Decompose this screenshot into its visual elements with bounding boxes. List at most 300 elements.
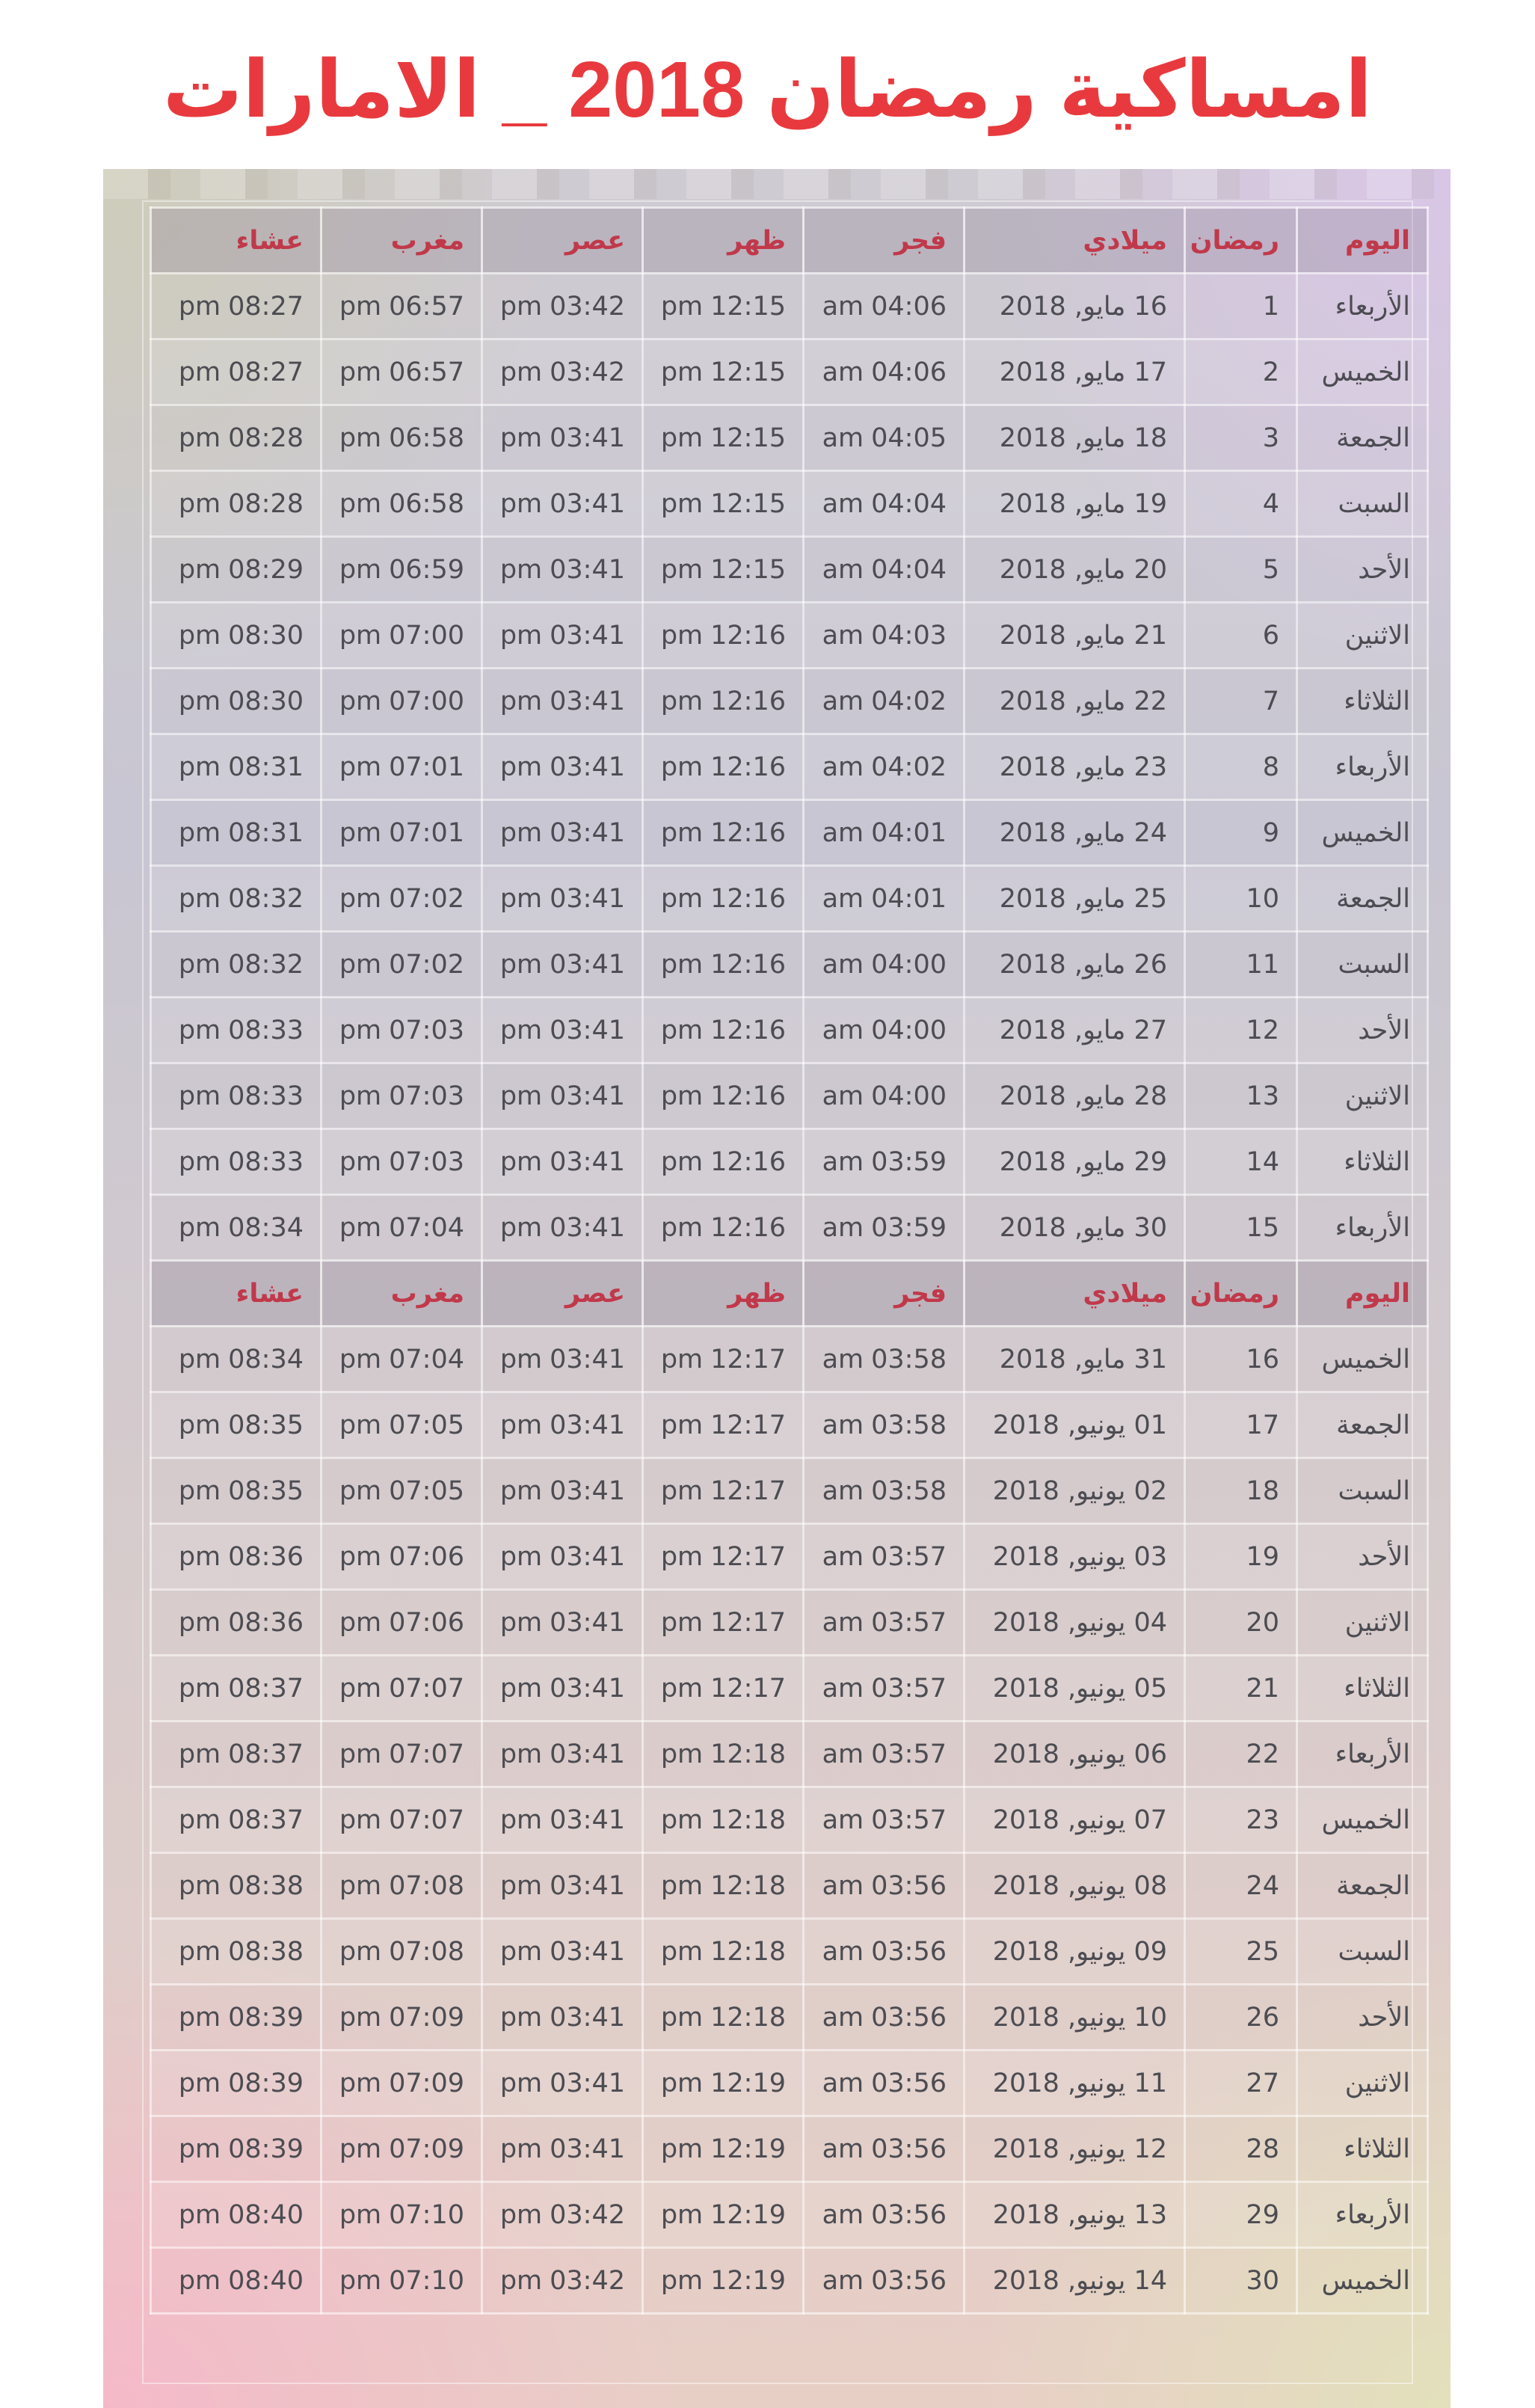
time-period: am	[822, 1015, 864, 1045]
time-period: am	[822, 817, 864, 848]
cell-asr	[482, 2116, 643, 2182]
cell-day: الأحد	[1297, 998, 1428, 1063]
column-header-ramadan: رمضان	[1185, 208, 1297, 274]
time-value	[500, 1937, 625, 1967]
time-digits: 12:18	[710, 1805, 786, 1835]
cell-dhuhr	[643, 1524, 804, 1590]
cell-day: الخميس	[1297, 800, 1428, 866]
table-row	[151, 2051, 1428, 2116]
header-row	[151, 208, 1428, 274]
cell-ramadan: 29	[1185, 2182, 1297, 2248]
time-digits: 04:01	[871, 883, 947, 914]
time-digits: 03:57	[871, 1805, 947, 1835]
cell-fajr	[804, 866, 965, 932]
time-period: pm	[499, 554, 543, 585]
column-header-day: اليوم	[1297, 208, 1428, 274]
cell-maghrib	[322, 1853, 482, 1919]
time-value	[822, 1871, 947, 1901]
cell-asr	[482, 1853, 643, 1919]
time-period: pm	[339, 686, 382, 716]
time-digits: 12:19	[710, 2199, 786, 2230]
cell-gregorian: 04 يونيو, 2018	[965, 1590, 1185, 1656]
table-row	[151, 1129, 1428, 1195]
time-value	[661, 1739, 786, 1769]
time-period: pm	[499, 1146, 543, 1177]
time-period: pm	[178, 2002, 221, 2033]
cell-asr	[482, 866, 643, 932]
table-row	[151, 1919, 1428, 1985]
time-period: pm	[660, 1146, 704, 1177]
time-period: pm	[499, 949, 543, 980]
time-period: pm	[499, 1344, 543, 1375]
time-period: pm	[660, 1344, 704, 1375]
time-digits: 08:28	[228, 423, 304, 453]
time-period: pm	[339, 1541, 382, 1572]
time-digits: 03:41	[550, 2068, 625, 2098]
cell-isha	[151, 537, 322, 603]
time-period: pm	[660, 1015, 704, 1045]
cell-dhuhr	[643, 2116, 804, 2182]
time-period: pm	[178, 2265, 221, 2296]
time-digits: 07:10	[389, 2265, 464, 2296]
time-digits: 08:37	[228, 1673, 304, 1704]
time-value	[500, 1147, 625, 1177]
time-period: pm	[499, 1936, 543, 1967]
time-value	[339, 1739, 464, 1769]
time-value	[179, 621, 304, 651]
time-value	[822, 1476, 947, 1506]
time-period: pm	[178, 1410, 221, 1440]
time-digits: 04:04	[871, 554, 947, 585]
time-value	[179, 950, 304, 980]
time-value	[179, 1213, 304, 1243]
table-row	[151, 800, 1428, 866]
table-row	[151, 405, 1428, 471]
time-digits: 03:41	[550, 686, 625, 716]
time-period: am	[822, 291, 864, 322]
time-value	[661, 1805, 786, 1835]
time-period: pm	[499, 1212, 543, 1243]
time-digits: 08:40	[228, 2265, 304, 2296]
cell-isha	[151, 1063, 322, 1129]
time-digits: 12:17	[710, 1541, 786, 1572]
time-value	[339, 1871, 464, 1901]
cell-gregorian: 23 مايو, 2018	[965, 734, 1185, 800]
cell-day: الأحد	[1297, 1524, 1428, 1590]
time-digits: 03:59	[871, 1146, 947, 1177]
time-period: pm	[178, 2134, 221, 2164]
time-value	[500, 1739, 625, 1769]
table-body	[151, 208, 1428, 2314]
time-period: pm	[660, 1212, 704, 1243]
cell-dhuhr	[643, 800, 804, 866]
cell-isha	[151, 1129, 322, 1195]
cell-maghrib	[322, 274, 482, 340]
time-value	[339, 423, 464, 453]
cell-isha	[151, 1195, 322, 1261]
time-digits: 03:41	[550, 1146, 625, 1177]
cell-maghrib	[322, 866, 482, 932]
time-value	[339, 1016, 464, 1045]
time-digits: 06:58	[389, 488, 464, 519]
column-header-asr: عصر	[482, 208, 643, 274]
time-digits: 12:16	[710, 620, 786, 651]
time-period: pm	[339, 357, 382, 387]
time-value	[822, 2134, 947, 2164]
time-digits: 08:38	[228, 1870, 304, 1901]
time-period: pm	[178, 291, 221, 322]
cell-isha	[151, 669, 322, 734]
time-value	[500, 1476, 625, 1506]
time-value	[339, 1345, 464, 1375]
time-digits: 03:57	[871, 1541, 947, 1572]
time-digits: 12:16	[710, 883, 786, 914]
cell-isha	[151, 932, 322, 998]
cell-asr	[482, 1195, 643, 1261]
time-value	[822, 1081, 947, 1111]
time-period: pm	[499, 1541, 543, 1572]
cell-fajr	[804, 1590, 965, 1656]
time-digits: 12:19	[710, 2134, 786, 2164]
time-digits: 03:59	[871, 1212, 947, 1243]
time-digits: 08:30	[228, 620, 304, 651]
time-period: pm	[499, 1673, 543, 1704]
time-value	[661, 1674, 786, 1704]
column-header-isha: عشاء	[151, 208, 322, 274]
time-digits: 07:02	[389, 883, 464, 914]
column-header-ramadan: رمضان	[1185, 1261, 1297, 1327]
cell-gregorian: 19 مايو, 2018	[965, 471, 1185, 537]
time-value	[500, 1805, 625, 1835]
time-period: am	[822, 1081, 864, 1111]
time-value	[822, 555, 947, 585]
time-value	[822, 423, 947, 453]
time-value	[822, 1410, 947, 1440]
time-digits: 03:41	[550, 883, 625, 914]
cell-isha	[151, 1853, 322, 1919]
cell-fajr	[804, 1721, 965, 1787]
cell-fajr	[804, 1458, 965, 1524]
cell-asr	[482, 340, 643, 405]
cell-day: الاثنين	[1297, 1590, 1428, 1656]
time-period: pm	[339, 488, 382, 519]
time-digits: 08:35	[228, 1475, 304, 1506]
cell-asr	[482, 1919, 643, 1985]
time-period: pm	[660, 291, 704, 322]
time-digits: 12:17	[710, 1673, 786, 1704]
time-digits: 12:15	[710, 357, 786, 387]
column-header-fajr: فجر	[804, 1261, 965, 1327]
time-period: pm	[178, 2068, 221, 2098]
time-period: pm	[499, 1739, 543, 1769]
cell-asr	[482, 405, 643, 471]
cell-gregorian: 08 يونيو, 2018	[965, 1853, 1185, 1919]
time-value	[661, 621, 786, 651]
cell-day: السبت	[1297, 932, 1428, 998]
time-period: am	[822, 423, 864, 453]
cell-day: الأربعاء	[1297, 274, 1428, 340]
cell-asr	[482, 998, 643, 1063]
time-digits: 03:41	[550, 1081, 625, 1111]
cell-maghrib	[322, 1656, 482, 1721]
cell-dhuhr	[643, 1392, 804, 1458]
time-period: pm	[660, 752, 704, 782]
time-digits: 08:34	[228, 1344, 304, 1375]
time-period: pm	[339, 2265, 382, 2296]
cell-ramadan: 5	[1185, 537, 1297, 603]
cell-gregorian: 07 يونيو, 2018	[965, 1787, 1185, 1853]
cell-ramadan: 12	[1185, 998, 1297, 1063]
time-value	[339, 1674, 464, 1704]
time-digits: 03:41	[550, 1212, 625, 1243]
cell-ramadan: 19	[1185, 1524, 1297, 1590]
time-digits: 07:07	[389, 1739, 464, 1769]
cell-dhuhr	[643, 1985, 804, 2051]
time-digits: 03:41	[550, 1541, 625, 1572]
time-value	[661, 489, 786, 519]
time-digits: 04:00	[871, 1015, 947, 1045]
cell-isha	[151, 1985, 322, 2051]
cell-day: الخميس	[1297, 1787, 1428, 1853]
time-value	[179, 752, 304, 782]
time-value	[822, 950, 947, 980]
cell-ramadan: 6	[1185, 603, 1297, 669]
table-row	[151, 866, 1428, 932]
time-period: pm	[178, 488, 221, 519]
cell-fajr	[804, 340, 965, 405]
time-value	[500, 555, 625, 585]
table-row	[151, 1063, 1428, 1129]
time-period: pm	[499, 1870, 543, 1901]
cell-asr	[482, 1063, 643, 1129]
cell-fajr	[804, 603, 965, 669]
time-value	[661, 1147, 786, 1177]
cell-day: الأربعاء	[1297, 734, 1428, 800]
time-period: am	[822, 1739, 864, 1769]
cell-isha	[151, 1787, 322, 1853]
cell-ramadan: 4	[1185, 471, 1297, 537]
time-period: am	[822, 1805, 864, 1835]
time-digits: 03:41	[550, 2134, 625, 2164]
time-value	[500, 489, 625, 519]
time-period: pm	[339, 1673, 382, 1704]
time-value	[661, 1410, 786, 1440]
cell-maghrib	[322, 1985, 482, 2051]
time-value	[339, 489, 464, 519]
cell-maghrib	[322, 2116, 482, 2182]
time-digits: 12:16	[710, 752, 786, 782]
cell-day: الخميس	[1297, 1327, 1428, 1392]
time-value	[822, 2200, 947, 2230]
time-period: pm	[339, 2068, 382, 2098]
cell-maghrib	[322, 1063, 482, 1129]
time-period: pm	[339, 1475, 382, 1506]
cell-asr	[482, 1787, 643, 1853]
cell-isha	[151, 800, 322, 866]
cell-gregorian: 10 يونيو, 2018	[965, 1985, 1185, 2051]
cell-maghrib	[322, 1129, 482, 1195]
time-value	[179, 1608, 304, 1638]
table-row	[151, 1853, 1428, 1919]
cell-isha	[151, 1392, 322, 1458]
cell-ramadan: 21	[1185, 1656, 1297, 1721]
column-header-maghrib: مغرب	[322, 1261, 482, 1327]
table-row	[151, 669, 1428, 734]
cell-ramadan: 23	[1185, 1787, 1297, 1853]
cell-dhuhr	[643, 1656, 804, 1721]
time-period: pm	[499, 1475, 543, 1506]
cell-dhuhr	[643, 405, 804, 471]
time-period: pm	[178, 883, 221, 914]
cell-gregorian: 24 مايو, 2018	[965, 800, 1185, 866]
time-value	[500, 1674, 625, 1704]
time-period: pm	[660, 620, 704, 651]
time-value	[822, 1213, 947, 1243]
cell-ramadan: 22	[1185, 1721, 1297, 1787]
time-value	[661, 1608, 786, 1638]
cell-fajr	[804, 537, 965, 603]
cell-maghrib	[322, 405, 482, 471]
cell-gregorian: 12 يونيو, 2018	[965, 2116, 1185, 2182]
time-digits: 03:41	[550, 554, 625, 585]
time-value	[661, 555, 786, 585]
cell-fajr	[804, 274, 965, 340]
time-period: pm	[499, 883, 543, 914]
time-period: pm	[660, 1673, 704, 1704]
time-period: pm	[660, 488, 704, 519]
time-digits: 03:41	[550, 1673, 625, 1704]
time-digits: 04:00	[871, 1081, 947, 1111]
time-value	[179, 1081, 304, 1111]
time-period: pm	[178, 686, 221, 716]
time-period: pm	[660, 1870, 704, 1901]
time-period: pm	[660, 2068, 704, 2098]
time-value	[500, 1213, 625, 1243]
time-period: pm	[178, 1015, 221, 1045]
cell-fajr	[804, 471, 965, 537]
cell-day: الاثنين	[1297, 603, 1428, 669]
time-period: pm	[499, 1607, 543, 1638]
cell-fajr	[804, 1392, 965, 1458]
cell-asr	[482, 1721, 643, 1787]
cell-day: الأربعاء	[1297, 2182, 1428, 2248]
time-value	[339, 818, 464, 848]
time-period: pm	[178, 1081, 221, 1111]
time-digits: 12:18	[710, 1739, 786, 1769]
time-period: pm	[499, 817, 543, 848]
time-value	[179, 1147, 304, 1177]
time-value	[339, 2200, 464, 2230]
column-header-dhuhr: ظهر	[643, 1261, 804, 1327]
cell-dhuhr	[643, 932, 804, 998]
time-digits: 03:41	[550, 1410, 625, 1440]
cell-gregorian: 05 يونيو, 2018	[965, 1656, 1185, 1721]
time-digits: 07:05	[389, 1410, 464, 1440]
time-digits: 06:58	[389, 423, 464, 453]
time-digits: 07:07	[389, 1805, 464, 1835]
time-period: pm	[339, 1870, 382, 1901]
time-digits: 03:41	[550, 817, 625, 848]
cell-maghrib	[322, 1524, 482, 1590]
time-digits: 06:57	[389, 357, 464, 387]
cell-maghrib	[322, 932, 482, 998]
time-digits: 04:03	[871, 620, 947, 651]
time-value	[339, 2266, 464, 2296]
cell-ramadan: 9	[1185, 800, 1297, 866]
table-row	[151, 932, 1428, 998]
time-period: pm	[660, 2265, 704, 2296]
time-digits: 12:17	[710, 1607, 786, 1638]
cell-dhuhr	[643, 2248, 804, 2314]
table-row	[151, 1787, 1428, 1853]
time-period: am	[822, 2134, 864, 2164]
cell-isha	[151, 2116, 322, 2182]
time-value	[500, 1608, 625, 1638]
time-digits: 03:41	[550, 620, 625, 651]
cell-maghrib	[322, 998, 482, 1063]
time-period: pm	[339, 883, 382, 914]
time-period: am	[822, 2199, 864, 2230]
cell-maghrib	[322, 340, 482, 405]
time-value	[339, 1805, 464, 1835]
time-value	[500, 687, 625, 716]
time-period: pm	[178, 1344, 221, 1375]
cell-dhuhr	[643, 669, 804, 734]
time-value	[822, 357, 947, 387]
time-period: pm	[499, 291, 543, 322]
time-period: pm	[339, 2199, 382, 2230]
time-period: pm	[178, 1541, 221, 1572]
time-value	[179, 2266, 304, 2296]
cell-fajr	[804, 2051, 965, 2116]
cell-day: الجمعة	[1297, 405, 1428, 471]
time-value	[661, 423, 786, 453]
time-value	[822, 2266, 947, 2296]
time-digits: 12:17	[710, 1475, 786, 1506]
time-digits: 07:09	[389, 2002, 464, 2033]
time-period: pm	[178, 1146, 221, 1177]
time-value	[822, 752, 947, 782]
time-digits: 04:00	[871, 949, 947, 980]
time-value	[661, 1213, 786, 1243]
cell-dhuhr	[643, 2051, 804, 2116]
time-value	[822, 2003, 947, 2033]
time-period: pm	[660, 1607, 704, 1638]
time-period: pm	[178, 620, 221, 651]
time-period: pm	[499, 1410, 543, 1440]
time-digits: 08:36	[228, 1541, 304, 1572]
time-value	[500, 357, 625, 387]
table-row	[151, 340, 1428, 405]
time-digits: 03:41	[550, 488, 625, 519]
time-digits: 03:42	[550, 2265, 625, 2296]
cell-asr	[482, 274, 643, 340]
time-period: pm	[178, 357, 221, 387]
time-period: pm	[178, 752, 221, 782]
time-digits: 04:01	[871, 817, 947, 848]
cell-dhuhr	[643, 1919, 804, 1985]
time-period: pm	[339, 1410, 382, 1440]
cell-dhuhr	[643, 1063, 804, 1129]
time-value	[179, 292, 304, 322]
time-period: am	[822, 686, 864, 716]
time-value	[179, 1476, 304, 1506]
time-value	[500, 2200, 625, 2230]
time-digits: 08:39	[228, 2002, 304, 2033]
table-row	[151, 1458, 1428, 1524]
time-value	[822, 1016, 947, 1045]
time-digits: 12:15	[710, 488, 786, 519]
